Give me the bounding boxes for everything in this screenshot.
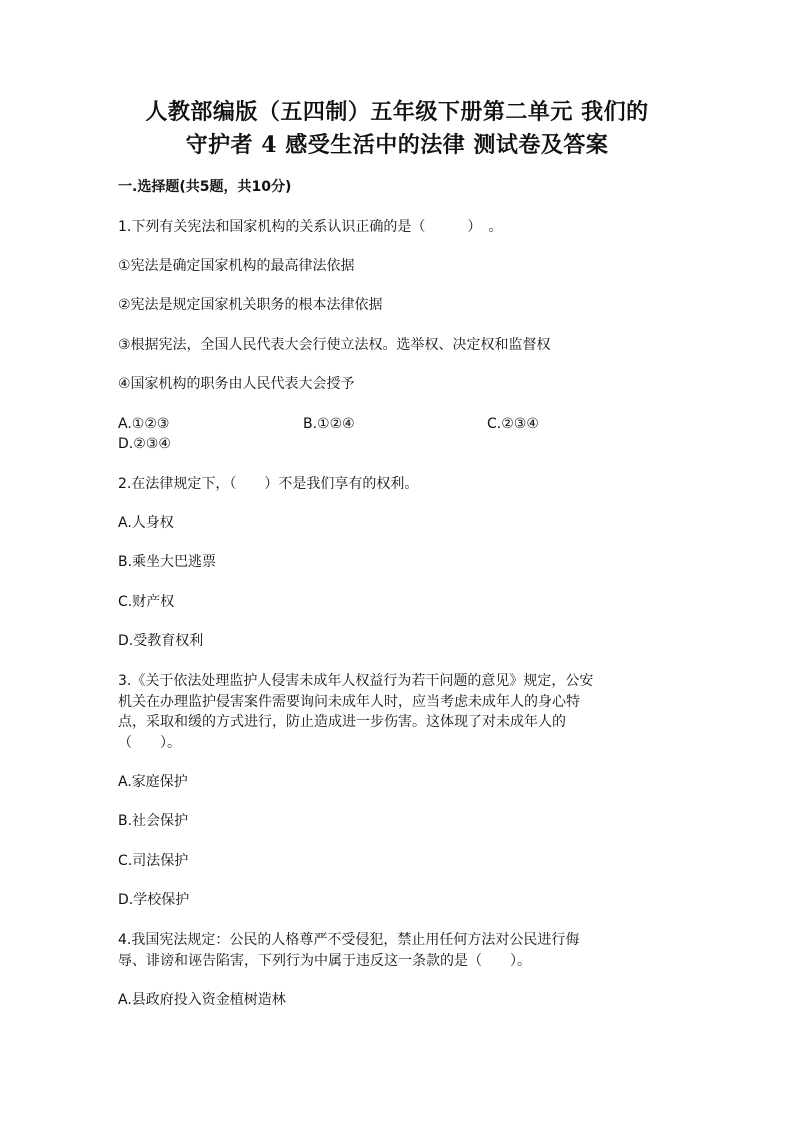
question-1-statement-4: ④国家机构的职务由人民代表大会授予 [118,376,355,392]
question-3-option-c: C.司法保护 [118,853,189,869]
question-3-stem-line-3: 点，采取和缓的方式进行，防止造成进一步伤害。这体现了对未成年人的 [118,714,566,730]
question-1-option-d: D.②③④ [118,436,171,452]
question-1-statement-3: ③根据宪法，全国人民代表大会行使立法权。选举权、决定权和监督权 [118,337,551,353]
question-2-option-c: C.财产权 [118,594,175,610]
question-1-option-c: C.②③④ [487,416,539,432]
question-3-option-d: D.学校保护 [118,892,190,908]
question-4-stem-line-1: 4.我国宪法规定：公民的人格尊严不受侵犯，禁止用任何方法对公民进行侮 [118,932,580,948]
question-2-option-a: A.人身权 [118,515,174,531]
question-2-stem: 2.在法律规定下，（ ）不是我们享有的权利。 [118,476,419,492]
question-3-option-a: A.家庭保护 [118,774,188,790]
question-4-stem [118,930,678,971]
question-2-option-d: D.受教育权利 [118,633,204,649]
question-1-stem: 1.下列有关宪法和国家机构的关系认识正确的是（ ） 。 [118,219,503,235]
question-2-option-b: B.乘坐大巴逃票 [118,554,217,570]
question-3-stem [118,671,678,753]
question-4-stem-line-2: 辱、诽谤和诬告陷害，下列行为中属于违反这一条款的是（ ）。 [118,952,531,969]
question-1-option-b: B.①②④ [303,416,355,432]
section-heading: 一.选择题(共5题，共10分) [118,179,292,195]
document-title-line-2: 守护者 4 感受生活中的法律 测试卷及答案 [185,132,609,158]
question-1-option-a: A.①②③ [118,416,170,432]
question-1-statement-2: ②宪法是规定国家机关职务的根本法律依据 [118,297,383,313]
question-3-stem-line-4: （ ）。 [118,734,181,751]
document-title-line-1: 人教部编版（五四制）五年级下册第二单元 我们的 [145,99,649,125]
question-1-statement-1: ①宪法是确定国家机构的最高律法依据 [118,258,355,274]
question-4-option-a: A.县政府投入资金植树造林 [118,992,286,1008]
question-3-stem-line-2: 机关在办理监护侵害案件需要询问未成年人时，应当考虑未成年人的身心特 [118,693,580,710]
question-3-option-b: B.社会保护 [118,813,189,829]
question-3-stem-line-1: 3.《关于依法处理监护人侵害未成年人权益行为若干问题的意见》规定，公安 [118,673,594,689]
